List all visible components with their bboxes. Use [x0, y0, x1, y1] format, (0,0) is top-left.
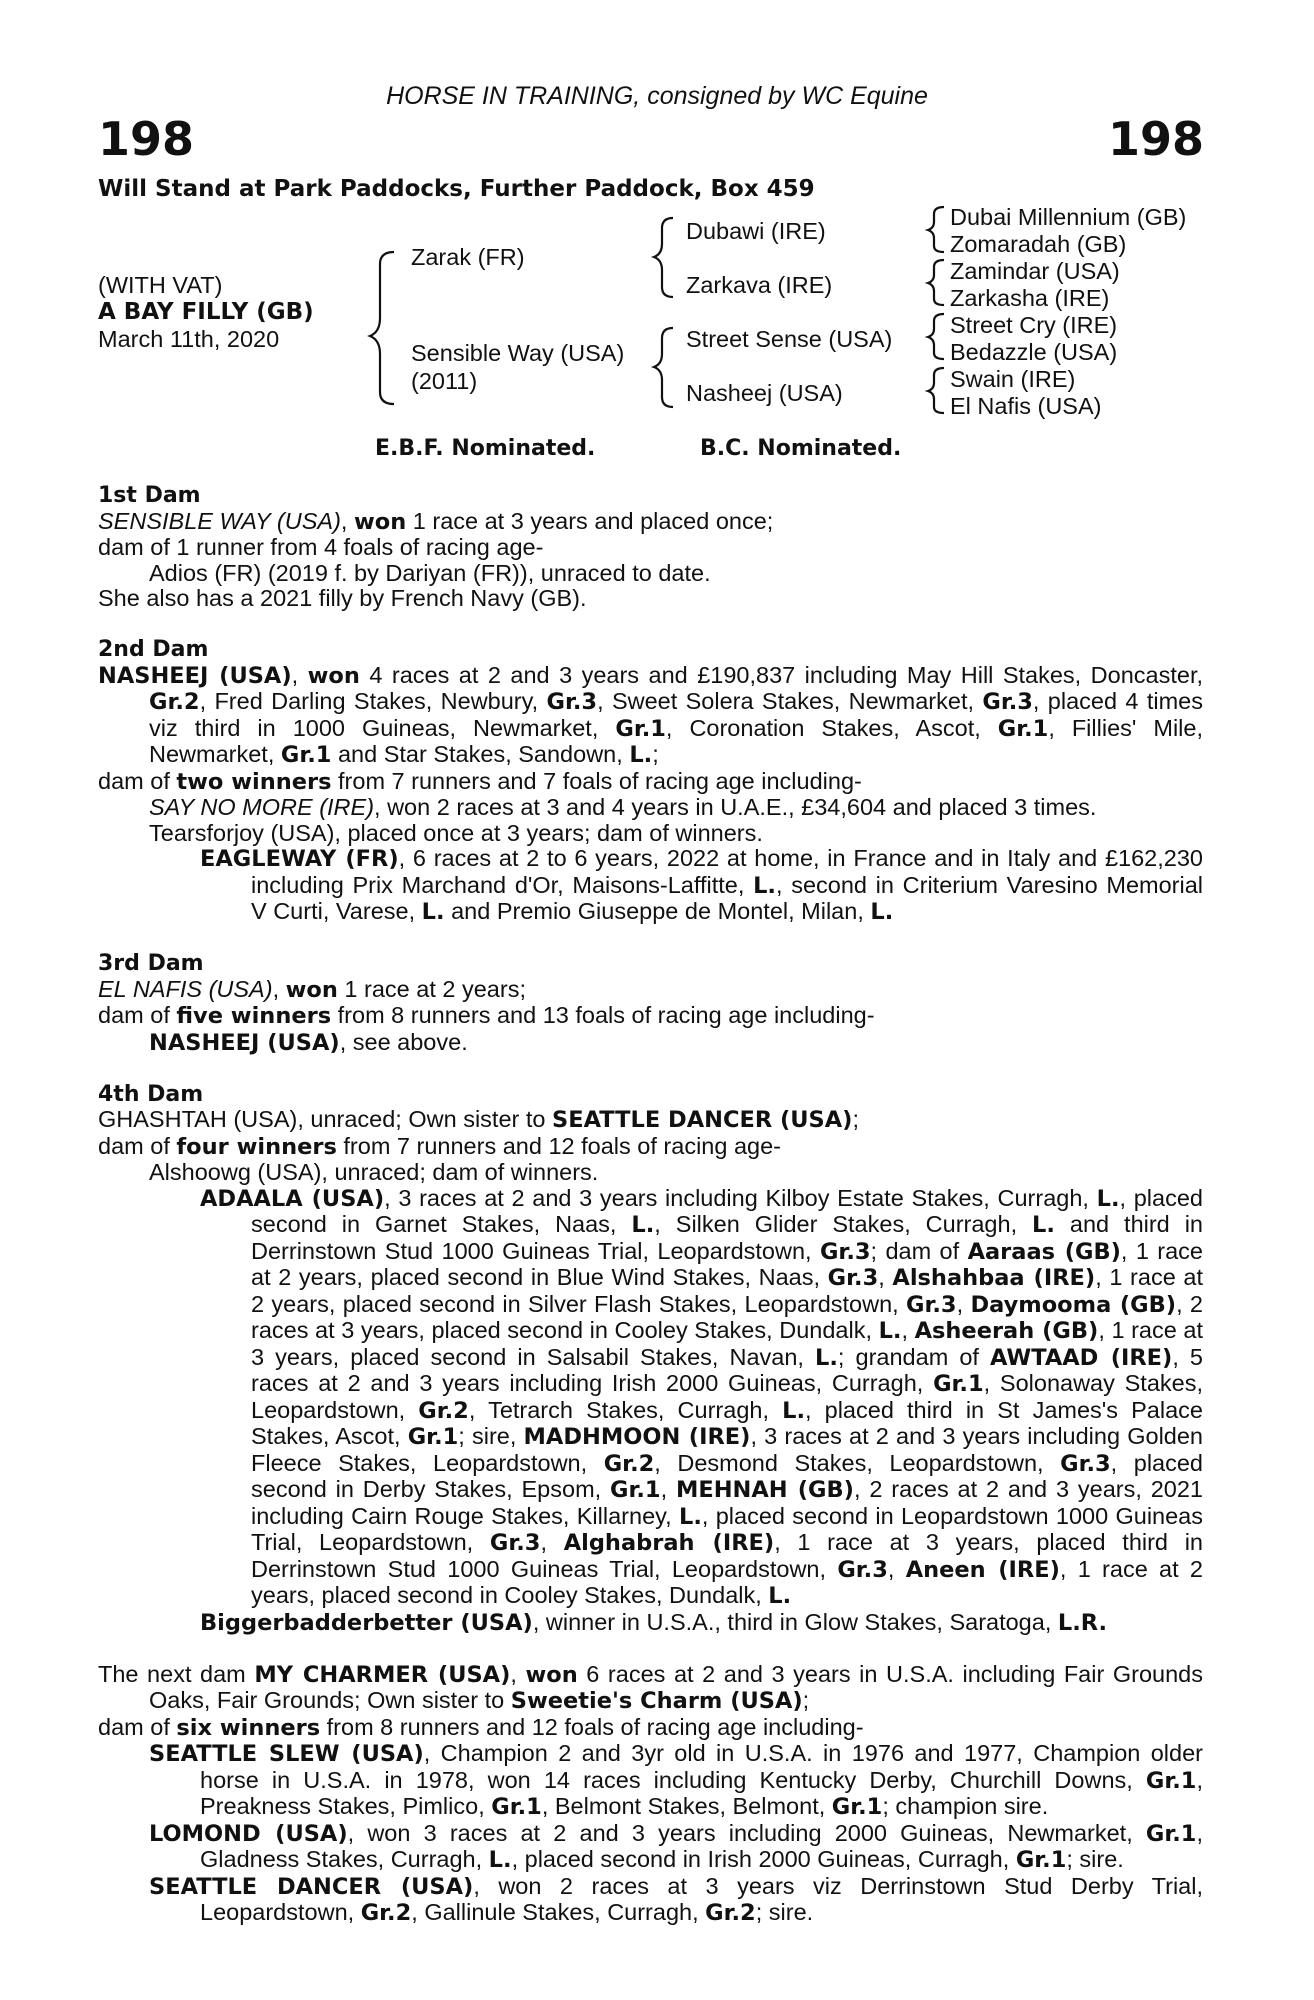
- horse-name: A BAY FILLY (GB): [98, 299, 314, 325]
- first-dam-note: She also has a 2021 filly by French Navy (GB).: [98, 585, 587, 611]
- eagleway: EAGLEWAY (FR), 6 races at 2 to 6 years, 2022 at home, in France and in Italy and £162,230 including Prix Marchand d'Or, Maisons-Laffitte, L., second in Criterium Varesino Memorial V Curti, Varese, L. and Premio Giuseppe de Montel, Milan, L.: [200, 845, 1203, 925]
- next-dam-produce: dam of six winners from 8 runners and 12 foals of racing age including-: [98, 1713, 864, 1741]
- lot-number-left: 198: [98, 112, 195, 166]
- lot-number-right: 198: [1107, 112, 1204, 166]
- biggerbadderbetter: Biggerbadderbetter (USA), winner in U.S.A., third in Glow Stakes, Saratoga, L.R.: [200, 1608, 1108, 1636]
- third-dam-nasheej: NASHEEJ (USA), see above.: [149, 1028, 468, 1056]
- pedigree-dam-dam: Nasheej (USA): [686, 380, 843, 406]
- first-dam-foal: Adios (FR) (2019 f. by Dariyan (FR)), unraced to date.: [149, 559, 711, 586]
- third-dam-heading: 3rd Dam: [98, 951, 204, 976]
- alshoowg: Alshoowg (USA), unraced; dam of winners.: [149, 1159, 599, 1185]
- lomond: LOMOND (USA), won 3 races at 2 and 3 years including 2000 Guineas, Newmarket, Gr.1, Gladness Stakes, Curragh, L., placed second in Irish 2000 Guineas, Curragh, Gr.1; sire.: [149, 1819, 1203, 1873]
- pedigree-sire-dam: Zarkava (IRE): [686, 272, 833, 298]
- stand-location: Will Stand at Park Paddocks, Further Paddock, Box 459: [98, 176, 815, 202]
- second-dam-heading: 2nd Dam: [98, 637, 209, 662]
- next-dam-line: The next dam MY CHARMER (USA), won 6 races at 2 and 3 years in U.S.A. including Fair Grounds Oaks, Fair Grounds; Own sister to Sweetie's Charm (USA);: [98, 1660, 1203, 1714]
- vat-note: (WITH VAT): [98, 272, 223, 298]
- first-dam-produce: dam of 1 runner from 4 foals of racing age-: [98, 534, 544, 560]
- catalogue-body: [98, 483, 1203, 1927]
- pedigree-g6: Bedazzle (USA): [950, 339, 1118, 365]
- adaala: ADAALA (USA), 3 races at 2 and 3 years including Kilboy Estate Stakes, Curragh, L., placed second in Garnet Stakes, Naas, L., Silken Glider Stakes, Curragh, L. and third in Derrinstown Stud 1000 Guineas Trial, Leopardstown, Gr.3; dam of Aaraas (GB), 1 race at 2 years, placed second in Blue Wind Stakes, Naas, Gr.3, Alshahbaa (IRE), 1 race at 2 years, placed second in Silver Flash Stakes, Leopardstown, Gr.3, Daymooma (GB), 2 races at 3 years, placed second in Cooley Stakes, Dundalk, L., Asheerah (GB), 1 race at 3 years, placed second in Salsabil Stakes, Navan, L.; grandam of AWTAAD (IRE), 5 races at 2 and 3 years including Irish 2000 Guineas, Curragh, Gr.1, Solonaway Stakes, Leopardstown, Gr.2, Tetrarch Stakes, Curragh, L., placed third in St James's Palace Stakes, Ascot, Gr.1; sire, MADHMOON (IRE), 3 races at 2 and 3 years including Golden Fleece Stakes, Leopardstown, Gr.2, Desmond Stakes, Leopardstown, Gr.3, placed second in Derby Stakes, Epsom, Gr.1, MEHNAH (GB), 2 races at 2 and 3 years, 2021 including Cairn Rouge Stakes, Killarney, L., placed second in Leopardstown 1000 Guineas Trial, Leopardstown, Gr.3, Alghabrah (IRE), 1 race at 3 years, placed third in Derrinstown Stud 1000 Guineas Trial, Leopardstown, Gr.3, Aneen (IRE), 1 race at 2 years, placed second in Cooley Stakes, Dundalk, L.: [200, 1184, 1204, 1609]
- pedigree-dam-year: (2011): [411, 368, 478, 394]
- pedigree-g3: Zamindar (USA): [950, 258, 1120, 284]
- ebf-nomination: E.B.F. Nominated.: [375, 436, 596, 461]
- consignment-header: HORSE IN TRAINING, consigned by WC Equine: [386, 82, 928, 110]
- seattle-dancer: SEATTLE DANCER (USA), won 2 races at 3 years viz Derrinstown Stud Derby Trial, Leopardstown, Gr.2, Gallinule Stakes, Curragh, Gr.2; sire.: [149, 1872, 1203, 1926]
- pedigree-sire-sire: Dubawi (IRE): [686, 218, 826, 244]
- foaling-date: March 11th, 2020: [98, 326, 280, 352]
- pedigree-dam: Sensible Way (USA): [411, 340, 625, 366]
- fourth-dam-heading: 4th Dam: [98, 1081, 204, 1107]
- pedigree-g5: Street Cry (IRE): [950, 312, 1118, 338]
- pedigree-g4: Zarkasha (IRE): [950, 285, 1110, 311]
- second-dam-produce: dam of two winners from 7 runners and 7 foals of racing age including-: [98, 767, 862, 795]
- second-dam-name: NASHEEJ (USA): [98, 662, 292, 689]
- first-dam-line: SENSIBLE WAY (USA), won 1 race at 3 years and placed once;: [98, 507, 774, 535]
- third-dam-line: EL NAFIS (USA), won 1 race at 2 years;: [98, 975, 526, 1003]
- pedigree-sire: Zarak (FR): [411, 244, 525, 270]
- say-no-more: SAY NO MORE (IRE), won 2 races at 3 and 4 years in U.A.E., £34,604 and placed 3 times.: [149, 794, 1097, 820]
- fourth-dam-line: GHASHTAH (USA), unraced; Own sister to SEATTLE DANCER (USA);: [98, 1106, 859, 1133]
- tearsforjoy: Tearsforjoy (USA), placed once at 3 years; dam of winners.: [149, 819, 763, 846]
- seattle-slew: SEATTLE SLEW (USA), Champion 2 and 3yr old in U.S.A. in 1976 and 1977, Champion older horse in U.S.A. in 1978, won 14 races including Kentucky Derby, Churchill Downs, Gr.1, Preakness Stakes, Pimlico, Gr.1, Belmont Stakes, Belmont, Gr.1; champion sire.: [149, 1740, 1203, 1820]
- fourth-dam-produce: dam of four winners from 7 runners and 12 foals of racing age-: [98, 1132, 781, 1160]
- pedigree-g1: Dubai Millennium (GB): [950, 204, 1187, 230]
- pedigree-g8: El Nafis (USA): [950, 393, 1102, 419]
- first-dam-heading: 1st Dam: [98, 483, 201, 508]
- first-dam-name: SENSIBLE WAY (USA): [98, 507, 341, 534]
- third-dam-produce: dam of five winners from 8 runners and 13 foals of racing age including-: [98, 1002, 875, 1029]
- pedigree-g2: Zomaradah (GB): [950, 231, 1127, 257]
- pedigree-dam-sire: Street Sense (USA): [686, 326, 893, 352]
- second-dam-record: NASHEEJ (USA), won 4 races at 2 and 3 years and £190,837 including May Hill Stakes, Doncaster, Gr.2, Fred Darling Stakes, Newbury, Gr.3, Sweet Solera Stakes, Newmarket, Gr.3, placed 4 times viz third in 1000 Guineas, Newmarket, Gr.1, Coronation Stakes, Ascot, Gr.1, Fillies' Mile, Newmarket, Gr.1 and Star Stakes, Sandown, L.;: [98, 661, 1204, 768]
- bc-nomination: B.C. Nominated.: [700, 436, 902, 461]
- pedigree-g7: Swain (IRE): [950, 366, 1076, 392]
